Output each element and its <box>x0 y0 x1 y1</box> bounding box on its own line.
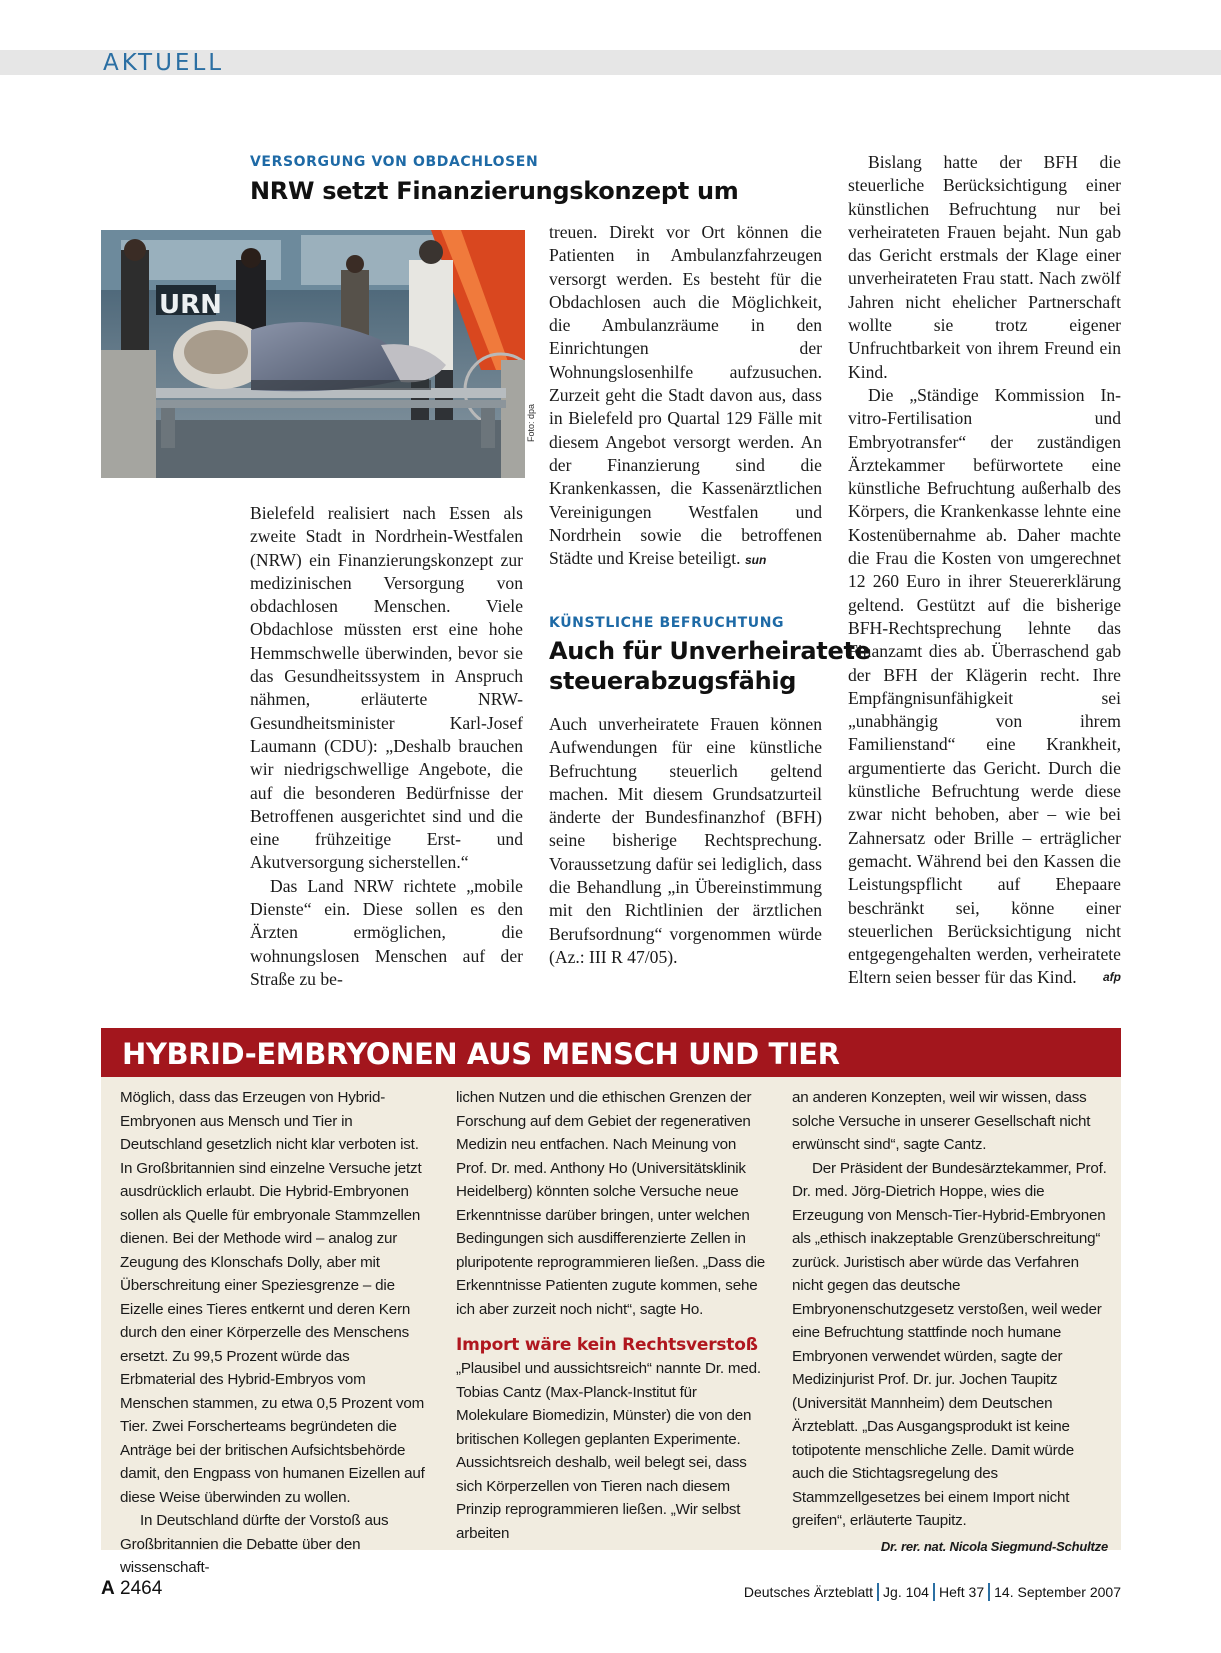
separator <box>988 1583 990 1601</box>
journal-date: 14. September 2007 <box>994 1584 1121 1600</box>
box-paragraph: Der Präsident der Bundesärztekammer, Prof. Dr. med. Jörg-Dietrich Hoppe, wies die Erzeugung von Mensch-Tier-Hybrid-Embryonen als „ethisch inakzeptable Grenzüberschreitung“ zurück. Juristisch aber würde das Verfahren nicht gegen das deutsche Embryonenschutzgesetz verstoßen, weil weder eine Befruchtung stattfinde noch humane Embryonen verwendet würden, sagte der Medizinjurist Prof. Dr. jur. Jochen Taupitz (Universität Mannheim) dem Deutschen Ärzteblatt. „Das Ausgangsprodukt ist keine totipotente menschliche Zelle. Damit würde auch die Stichtagsregelung des Stammzellgesetzes bei einem Import nicht greifen“, erläuterte Taupitz. <box>792 1159 1107 1529</box>
box-paragraph: lichen Nutzen und die ethischen Grenzen der Forschung auf dem Gebiet der regenerativen Medizin neu entfachen. Nach Meinung von Prof. Dr. med. Anthony Ho (Universitätsklinik Heidelberg) könnten solche Versuche neue Erkenntnisse darüber bringen, unter welchen Bedingungen sich ausdifferenzierte Zellen in pluripotente reprogrammieren ließen. „Dass die Erkenntnisse Patienten zugute kommen, sehe ich aber zurzeit noch nicht“, sagte Ho. <box>456 1089 766 1318</box>
article2-headline-line2: steuerabzugsfähig <box>549 667 797 695</box>
article2-paragraph-text: Die „Ständige Kommission In-vitro-Fertilisation und Embryotransfer“ der zuständigen Ärztekammer befürwortete eine künstliche Befruchtung außerhalb des Körpers, die Krankenkasse lehnte eine Kostenübernahme ab. Daher machte die Frau die Kosten von umgerechnet 12 260 Euro in ihrer Steuererklärung geltend. Gestützt auf die bisherige BFH-Rechtsprechung lehnte das Finanzamt dies ab. Überraschend gab der BFH der Klägerin recht. Ihre Empfängnisunfähigkeit sei „unabhängig von ihrem Familienstand“ eine Krankheit, argumentierte das Gericht. Durch die künstliche Befruchtung werde diese zwar nicht behoben, aber – wie bei Zahnersatz oder Brille – erträglicher gemacht. Während bei den Kassen die Leistungspflicht auf Ehepaare beschränkt sei, könne einer steuerlichen Berücksichtigung nicht entgegengehalten werden, verheiratete Eltern seien besser für das Kind. <box>848 384 1121 988</box>
article1-paragraph <box>549 221 822 572</box>
box-paragraph: In Deutschland dürfte der Vorstoß aus Großbritannien die Debatte über den wissenschaft- <box>120 1512 389 1576</box>
article1-paragraph: Bielefeld realisiert nach Essen als zweite Stadt in Nordrhein-Westfalen (NRW) ein Finanzierungskonzept zur medizinischen Versorgung von obdachlosen Menschen. Viele Obdachlose müssten erst eine hohe Hemmschwelle überwinden, bevor sie das Gesundheitssystem in Anspruch nähmen, erläuterte NRW-Gesundheitsminister Karl-Josef Laumann (CDU): „Deshalb brauchen wir niedrigschwellige Angebote, die auf die besonderen Bedürfnisse der Betroffenen ausgerichtet sind und die eine frühzeitige Erst- und Akutversorgung sicherstellen.“ <box>250 503 523 873</box>
article1-column1 <box>250 502 523 991</box>
article2-headline-line1: Auch für Unverheiratete <box>549 637 871 665</box>
article1-paragraph: Das Land NRW richtete „mobile Dienste“ ein. Diese sollen es den Ärzten ermöglichen, die wohnungslosen Menschen auf der Straße zu be- <box>250 875 523 989</box>
article1-kicker: VERSORGUNG VON OBDACHLOSEN <box>250 154 539 170</box>
separator <box>877 1583 879 1601</box>
article2-paragraph <box>848 384 1121 990</box>
box-author: Dr. rer. nat. Nicola Siegmund-Schultze <box>880 1538 1108 1554</box>
article1-column2 <box>549 221 822 572</box>
box-column2 <box>456 1086 768 1545</box>
journal-volume: Jg. 104 <box>883 1584 929 1600</box>
page-number <box>101 1578 162 1600</box>
article1-signature: sun <box>744 553 767 568</box>
article2-column2 <box>549 713 822 969</box>
page-number-value: 2464 <box>120 1578 163 1599</box>
homeless-photo <box>101 230 525 478</box>
box-column1 <box>120 1086 428 1580</box>
homeless-on-bench-image <box>101 230 525 478</box>
page-prefix: A <box>101 1578 115 1599</box>
article2-kicker: KÜNSTLICHE BEFRUCHTUNG <box>549 615 785 631</box>
article2-headline <box>549 636 871 696</box>
section-label: AKTUELL <box>103 50 225 76</box>
box-paragraph: an anderen Konzepten, weil wir wissen, dass solche Versuche in unserer Gesellschaft nicht erwünscht sind“, sagte Cantz. <box>792 1089 1091 1153</box>
article2-paragraph: Auch unverheiratete Frauen können Aufwendungen für eine künstliche Befruchtung steuerlich geltend machen. Mit diesem Grundsatzurteil änderte der Bundesfinanzhof (BFH) seine bisherige Rechtsprechung. Voraussetzung dafür sei lediglich, dass die Behandlung „in Übereinstimmung mit den Richtlinien der ärztlichen Berufsordnung“ vorgenommen würde (Az.: III R 47/05). <box>549 714 822 967</box>
box-paragraph: „Plausibel und aussichtsreich“ nannte Dr. med. Tobias Cantz (Max-Planck-Institut für Molekulare Biomedizin, Münster) die von den britischen Kollegen geplanten Experimente. Aussichtsreich deshalb, weil belegt sei, dass sich Körperzellen von Tieren nach diesem Prinzip reprogrammieren ließen. „Wir selbst arbeiten <box>456 1360 761 1542</box>
article1-headline: NRW setzt Finanzierungskonzept um <box>250 177 739 205</box>
hybrid-embryo-box-header <box>101 1028 1121 1077</box>
article1-paragraph-text: treuen. Direkt vor Ort können die Patienten in Ambulanzfahrzeugen versorgt werden. Es besteht für die Obdachlosen auch die Möglichkeit, die Ambulanzräume in den Einrichtungen der Wohnungslosenhilfe aufzusuchen. Zurzeit geht die Stadt davon aus, dass in Bielefeld pro Quartal 129 Fälle mit diesem Angebot versorgt werden. An der Finanzierung sind die Krankenkassen, die Kassenärztlichen Vereinigungen Westfalen und Nordrhein sowie die betroffenen Städte und Kreise beteiligt. <box>549 222 822 569</box>
box-subheading: Import wäre kein Rechtsverstoß <box>456 1335 758 1355</box>
journal-name: Deutsches Ärzteblatt <box>743 1584 874 1600</box>
article2-signature: afp <box>1103 970 1121 985</box>
box-title: HYBRID-EMBRYONEN AUS MENSCH UND TIER <box>122 1037 840 1071</box>
journal-issue: Heft 37 <box>938 1584 985 1600</box>
article2-paragraph: Bislang hatte der BFH die steuerliche Berücksichtigung einer künstlichen Befruchtung nur bei verheirateten Frauen bejaht. Nun gab das Gericht erstmals der Klage einer unverheirateten Frau statt. Nach zwölf Jahren nicht ehelicher Partnerschaft wollte sie trotz eigener Unfruchtbarkeit von ihrem Freund ein Kind. <box>848 152 1121 382</box>
article2-column3 <box>848 151 1121 990</box>
box-column3 <box>792 1086 1108 1558</box>
box-paragraph: Möglich, dass das Erzeugen von Hybrid-Embryonen aus Mensch und Tier in Deutschland gesetzlich nicht klar verboten ist. In Großbritannien sind einzelne Versuche jetzt ausdrücklich erlaubt. Die Hybrid-Embryonen sollen als Quelle für embryonale Stammzellen dienen. Bei der Methode wird – analog zur Zeugung des Klonschafs Dolly, aber mit Überschreitung einer Speziesgrenze – die Eizelle eines Tieres entkernt und deren Kern durch den einer Körperzelle des Menschens ersetzt. Zu 99,5 Prozent würde das Erbmaterial des Hybrid-Embryos vom Menschen stammen, zu etwa 0,5 Prozent vom Tier. Zwei Forscherteams begründeten die Anträge bei der britischen Aufsichtsbehörde damit, den Engpass von humanen Eizellen auf diese Weise überwinden zu wollen. <box>120 1089 425 1506</box>
journal-info <box>744 1583 1121 1601</box>
svg-text:URN: URN <box>159 290 222 320</box>
separator <box>933 1583 935 1601</box>
photo-credit: Foto: dpa <box>526 403 536 442</box>
